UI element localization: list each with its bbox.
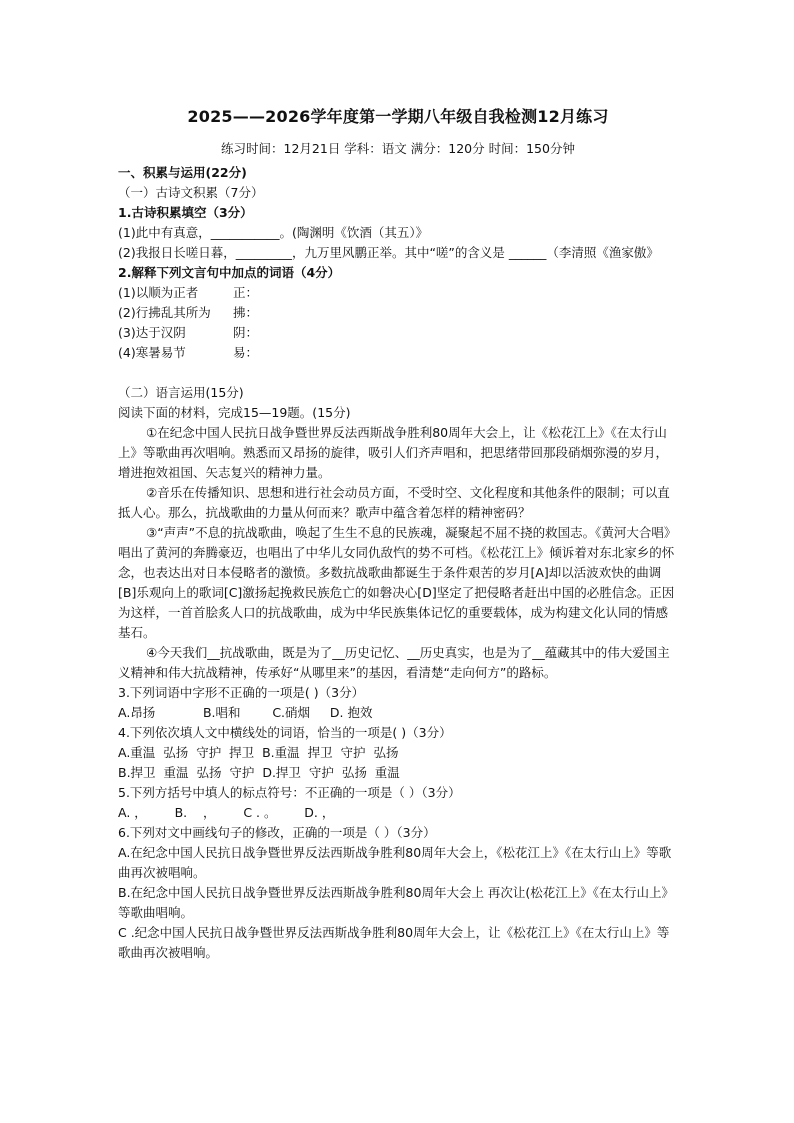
question-2-title: 2.解释下列文言句中加点的词语（4分） xyxy=(118,265,341,280)
definition-row xyxy=(118,303,678,323)
definition-phrase: (1)以顺为正者 xyxy=(118,285,199,300)
question-1-item-2: (2)我报日长嗟日暮，_________，九万里风鹏正举。其中“嗟”的含义是 ______（李清照《渔家傲》 xyxy=(118,245,659,260)
definition-phrase: (3)达于汉阴 xyxy=(118,325,186,340)
question-4: 4.下列依次填人文中横线处的词语，恰当的一项是( )（3分） xyxy=(118,725,452,740)
question-1-item-1: (1)此中有真意，___________。(陶渊明《饮酒（其五）》 xyxy=(118,225,429,240)
question-3: 3.下列词语中字形不正确的一项是( )（3分） xyxy=(118,685,365,700)
question-4-options-row-1: A.重温 弘扬 守护 捍卫 B.重温 捍卫 守护 弘扬 xyxy=(118,745,399,760)
question-3-options: A.昂扬 B.唱和 C.硝烟 D. 抱效 xyxy=(118,705,373,720)
definition-answer: 拂： xyxy=(233,305,259,320)
passage-paragraph-2: ②音乐在传播知识、思想和进行社会动员方面，不受时空、文化程度和其他条件的限制；可以直抵人心。那么，抗战歌曲的力量从何而来？歌声中蕴含着怎样的精神密码？ xyxy=(118,485,670,520)
reading-instructions: 阅读下面的材料，完成15—19题。(15分) xyxy=(118,405,351,420)
exam-info: 练习时间：12月21日 学科：语文 满分：120分 时间：150分钟 xyxy=(221,141,575,156)
passage-paragraph-4: ④今天我们__抗战歌曲，既是为了__历史记忆、__历史真实，也是为了__蕴藏其中的伟大爱国主义精神和伟大抗战精神，传承好“从哪里来”的基因，看清楚“走向何方”的路标。 xyxy=(118,645,670,680)
question-1-title: 1.古诗积累填空（3分） xyxy=(118,205,253,220)
definition-answer: 阴： xyxy=(233,325,259,340)
subsection-heading-language: （二）语言运用(15分) xyxy=(118,385,244,400)
question-6: 6.下列对文中画线句子的修改，正确的一项是（ ）（3分） xyxy=(118,825,436,840)
question-6-option-b: B.在纪念中国人民抗日战争暨世界反法西斯战争胜利80周年大会上 再次让(松花江上》《在太行山上》等歌曲唱响。 xyxy=(118,885,675,920)
definition-phrase: (4)寒暑易节 xyxy=(118,345,186,360)
definition-answer: 正： xyxy=(233,285,259,300)
passage-paragraph-1: ①在纪念中国人民抗日战争暨世界反法西斯战争胜利80周年大会上，让《松花江上》《在太行山上》等歌曲再次唱响。熟悉而又昂扬的旋律，吸引人们齐声唱和，把思绪带回那段硝烟弥漫的岁月，增进抱效祖国、矢志复兴的精神力量。 xyxy=(118,425,669,480)
definition-phrase: (2)行拂乱其所为 xyxy=(118,305,211,320)
question-5: 5.下列方括号中填人的标点符号：不正确的一项是（ ）（3分） xyxy=(118,785,461,800)
question-6-option-a: A.在纪念中国人民抗日战争暨世界反法西斯战争胜利80周年大会上，《松花江上》《在太行山上》等歌曲再次被唱响。 xyxy=(118,845,672,880)
definition-row xyxy=(118,283,678,303)
page-title: 2025——2026学年度第一学期八年级自我检测12月练习 xyxy=(187,107,609,126)
question-4-options-row-2: B.捍卫 重温 弘扬 守护 D.捍卫 守护 弘扬 重温 xyxy=(118,765,400,780)
question-5-options: A. ， B. ， C . 。 D. ， xyxy=(118,805,335,820)
subsection-heading-classics: （一）古诗文积累（7分） xyxy=(118,185,264,200)
section-heading: 一、积累与运用(22分) xyxy=(118,165,247,180)
exam-page xyxy=(118,104,678,963)
definition-answer: 易： xyxy=(233,345,259,360)
question-6-option-c: C .纪念中国人民抗日战争暨世界反法西斯战争胜利80周年大会上，让《松花江上》《在太行山上》等歌曲再次被唱响。 xyxy=(118,925,670,960)
definition-row xyxy=(118,343,678,363)
passage-paragraph-3: ③“声声”不息的抗战歌曲，唤起了生生不息的民族魂，凝聚起不屈不挠的救国志。《黄河大合唱》唱出了黄河的奔腾豪迈，也唱出了中华儿女同仇敌忾的势不可档。《松花江上》倾诉着对东北家乡的怀念，也表达出对日本侵略者的激愤。多数抗战歌曲都诞生于条件艰苦的岁月[A]却以活波欢快的曲调[B]乐观向上的歌词[C]激扬起挽救民族危亡的如磐决心[D]坚定了把侵略者赶出中国的必胜信念。正因为这样，一首首脍炙人口的抗战歌曲，成为中华民族集体记忆的重要载体，成为构建文化认同的情感基石。 xyxy=(118,525,677,640)
definition-row xyxy=(118,323,678,343)
